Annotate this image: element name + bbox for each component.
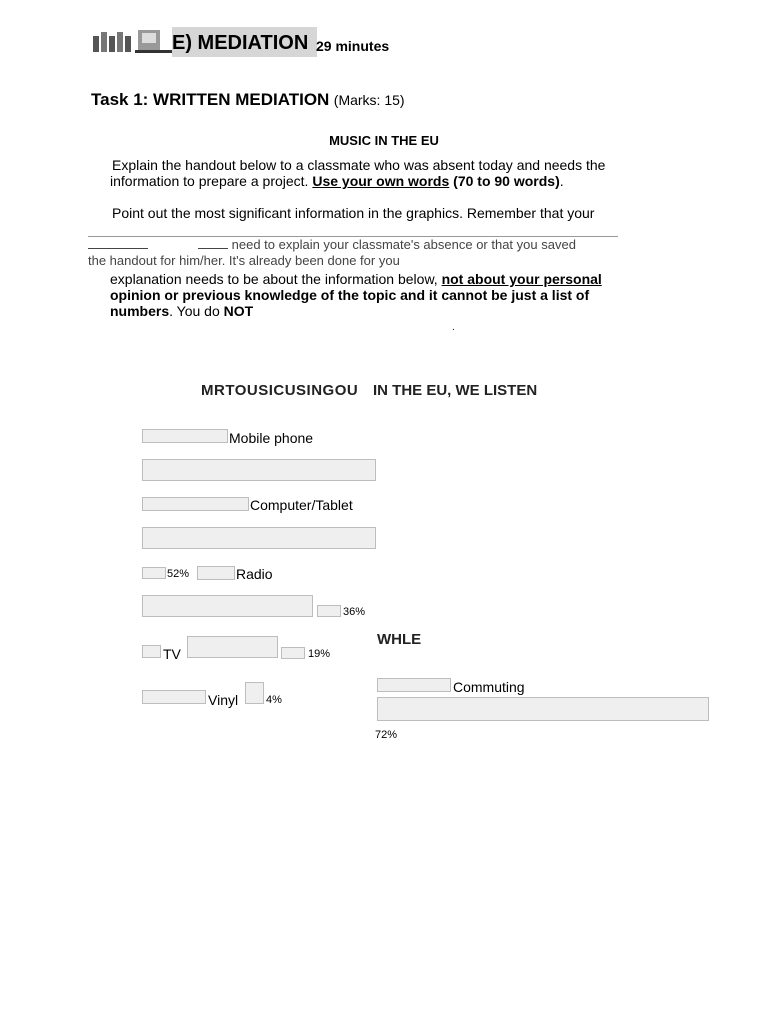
bar-vinyl [245,682,264,704]
bar-radio [142,595,313,617]
instruction-line [110,173,630,189]
instruction-text: . You do [169,303,224,319]
bar-placeholder [377,678,451,692]
percent-label-72: 72% [375,729,398,741]
bar-placeholder [142,567,166,579]
bar-placeholder [281,647,305,659]
bar-placeholder [142,429,228,443]
overlapping-text-1: need to explain your classmate's absence or that you saved [231,237,576,252]
task-marks: (Marks: 15) [333,92,405,108]
stray-dot: . [452,322,455,333]
instruction-text: . [559,173,564,189]
bar-placeholder [142,497,249,511]
bar-tv [187,636,278,658]
percent-label-52: 52% [167,568,190,580]
instruction-emphasis: NOT [223,303,254,319]
category-label-vinyl: Vinyl [208,692,239,708]
task-heading [91,90,405,110]
chart-heading-garbled: MRTOUSICUSINGOU [201,382,359,399]
chart-subheading: WHLE [377,631,422,648]
instruction-emphasis: opinion or previous knowledge of the topic and it cannot be just a list of [110,287,590,303]
category-label-commuting: Commuting [453,679,525,695]
instruction-paragraph-1 [110,157,630,189]
category-label-tv: TV [163,646,181,662]
instruction-emphasis: numbers [110,303,170,319]
bar-placeholder [197,566,235,580]
overlapping-line [88,237,576,253]
bar-placeholder [317,605,341,617]
overlapping-text [88,237,576,269]
instruction-paragraph-3 [110,271,630,319]
category-label-radio: Radio [236,566,273,582]
overlapping-line: the handout for him/her. It's already been done for you [88,253,400,268]
bar-computer [142,527,376,549]
instruction-text: information to prepare a project. [110,173,313,189]
bar-commuting [377,697,709,721]
instruction-line: Explain the handout below to a classmate who was absent today and needs the [112,157,606,173]
exam-logo [93,30,173,54]
instruction-emphasis: not about your personal [441,271,602,287]
percent-label-19: 19% [308,648,331,660]
word-count: (70 to 90 words) [449,173,560,189]
chart-heading: IN THE EU, WE LISTEN [373,382,538,399]
category-label-mobile: Mobile phone [229,430,314,446]
bar-placeholder [142,690,206,704]
bar-mobile [142,459,376,481]
category-label-computer: Computer/Tablet [250,497,353,513]
page-title: E) MEDIATION [172,32,309,54]
task-title: Task 1: WRITTEN MEDIATION [91,90,330,109]
percent-label-4: 4% [266,694,282,706]
instruction-text: explanation needs to be about the information below, [110,271,442,287]
time-limit: 29 minutes [316,38,390,54]
instruction-paragraph-2: Point out the most significant information in the graphics. Remember that your [112,205,595,221]
instruction-emphasis: Use your own words [312,173,450,189]
bar-placeholder [142,645,161,658]
section-title: MUSIC IN THE EU [329,133,439,148]
percent-label-36: 36% [343,606,366,618]
